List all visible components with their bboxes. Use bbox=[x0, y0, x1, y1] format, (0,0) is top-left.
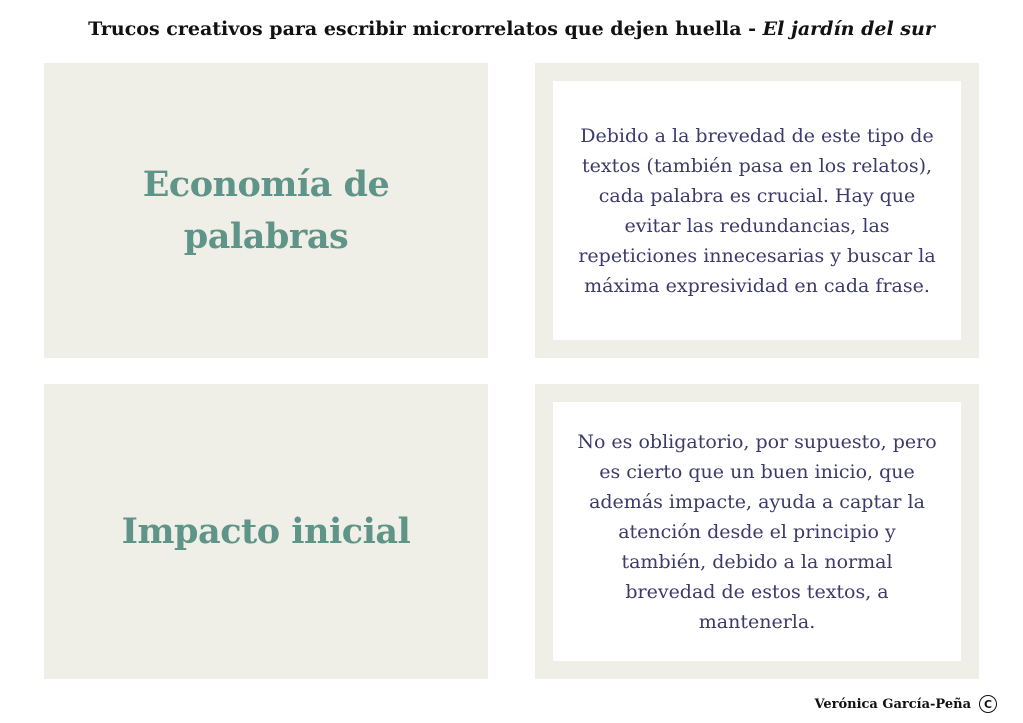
text-card-1 bbox=[535, 63, 979, 358]
text-impacto: No es obligatorio, por supuesto, pero es cierto que un buen inicio, que además impacte, ayuda a captar la atención desde el principio y también, debido a la normal brevedad de estos textos, a mantenerla. bbox=[577, 430, 937, 633]
text-economia: Debido a la brevedad de este tipo de textos (también pasa en los relatos), cada palabra es crucial. Hay que evitar las redundancias, las repeticiones innecesarias y buscar la máxima expresividad en cada frase. bbox=[578, 124, 936, 297]
text-card-1-inner bbox=[553, 81, 961, 340]
heading-card-1 bbox=[44, 63, 488, 358]
text-card-2-inner bbox=[553, 402, 961, 661]
author-name: Verónica García-Peña bbox=[814, 696, 971, 712]
heading-card-2 bbox=[44, 384, 488, 679]
text-card-2 bbox=[535, 384, 979, 679]
heading-economia: Economía de palabras bbox=[142, 163, 390, 257]
blog-name: El jardín del sur bbox=[762, 18, 935, 40]
footer-credit bbox=[814, 695, 997, 713]
heading-impacto: Impacto inicial bbox=[121, 510, 411, 552]
copyright-icon: C bbox=[979, 695, 997, 713]
title-text: Trucos creativos para escribir microrrelatos que dejen huella - bbox=[88, 18, 763, 40]
page-title bbox=[0, 18, 1023, 40]
